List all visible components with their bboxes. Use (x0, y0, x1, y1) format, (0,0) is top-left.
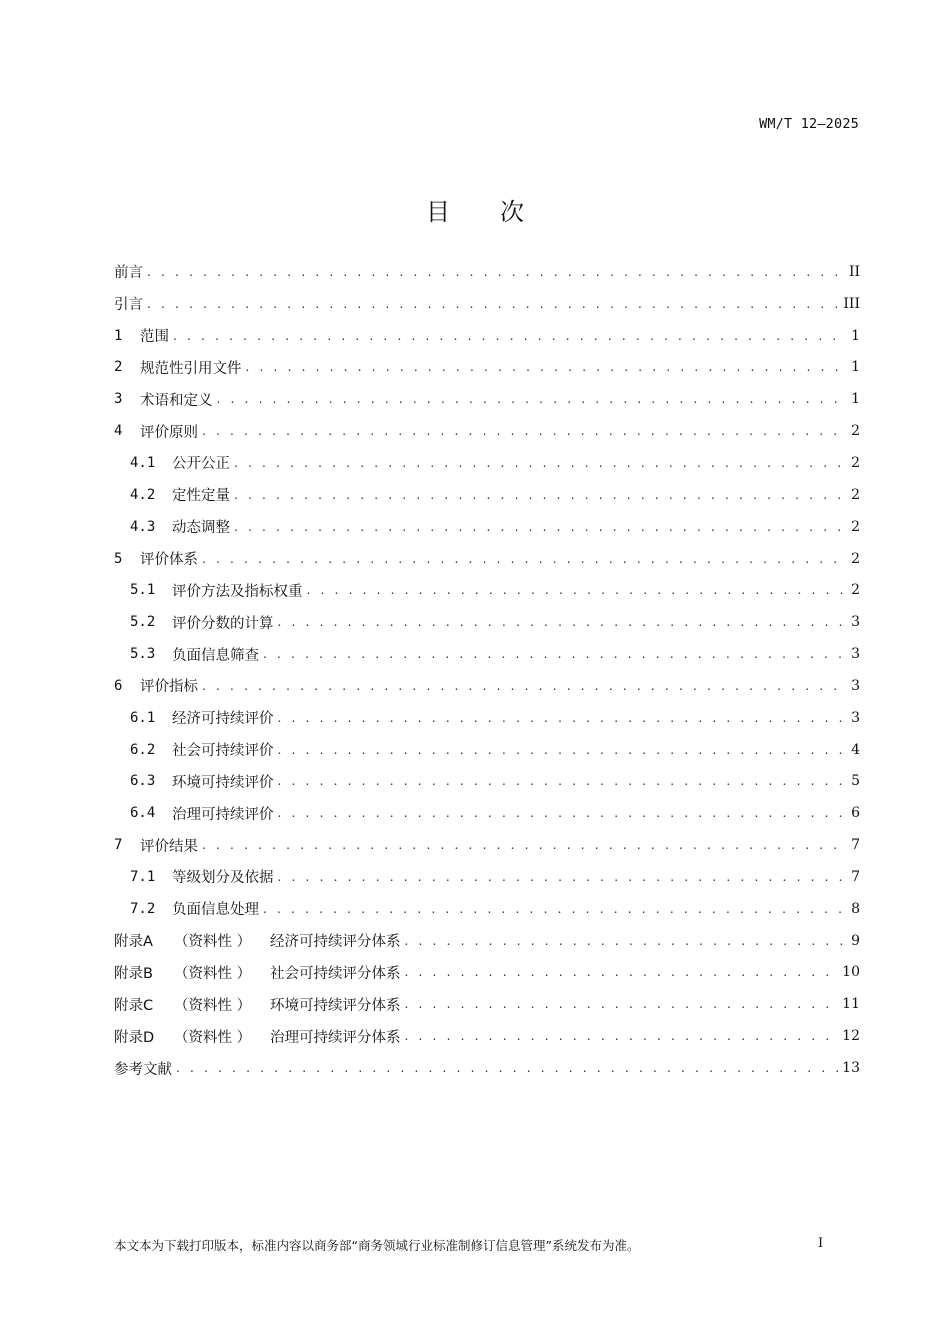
page-number: 13 (842, 1060, 860, 1077)
page-number: 6 (851, 805, 860, 822)
dot-leader (202, 679, 847, 693)
section-number: 3 (114, 391, 123, 408)
page-number: 11 (842, 996, 860, 1013)
page-number: 7 (851, 868, 860, 885)
page-number: 2 (851, 423, 860, 440)
dot-leader (278, 870, 848, 884)
dot-leader (405, 997, 839, 1011)
section-number: 7 (114, 837, 123, 854)
dot-leader (147, 297, 839, 311)
section-title: 评价分数的计算 (172, 615, 274, 632)
dot-leader (278, 774, 848, 788)
section-title: 公开公正 (172, 456, 230, 473)
section-title: 评价指标 (140, 679, 198, 696)
toc-entry[interactable] (114, 256, 860, 288)
standard-code: WM/T 12—2025 (759, 116, 859, 132)
section-title: 经济可持续评分体系 (270, 934, 401, 951)
dot-leader (147, 265, 845, 279)
section-title: 社会可持续评价 (172, 743, 274, 760)
section-number: 6.2 (130, 741, 156, 758)
page-number: II (848, 263, 860, 280)
section-number: 1 (114, 327, 123, 344)
page-number: 12 (842, 1028, 860, 1045)
section-number: 4 (114, 423, 123, 440)
annex-tag: 附录B (114, 965, 153, 982)
page-number: 2 (851, 518, 860, 535)
page-number: 3 (851, 709, 860, 726)
page-number: 2 (851, 582, 860, 599)
dot-leader (405, 1029, 839, 1043)
toc-entry[interactable] (114, 734, 860, 766)
page-number: 8 (851, 900, 860, 917)
dot-leader (202, 552, 847, 566)
section-title: 环境可持续评价 (172, 774, 274, 791)
annex-type: （资料性 ） (174, 934, 252, 951)
section-title: 等级划分及依据 (172, 870, 274, 887)
section-title: 评价体系 (140, 552, 198, 569)
section-title: 术语和定义 (140, 392, 213, 409)
dot-leader (202, 424, 847, 438)
toc-entry[interactable] (114, 925, 860, 957)
footer-note: 本文本为下载打印版本，标准内容以商务部“商务领域行业标准制修订信息管理”系统发布为准。 (114, 1238, 640, 1253)
section-title: 规范性引用文件 (140, 360, 242, 377)
dot-leader (234, 520, 847, 534)
page-number: 3 (851, 614, 860, 631)
page-number: 1 (851, 391, 860, 408)
section-title: 负面信息筛查 (172, 647, 259, 664)
toc-entry[interactable] (114, 1020, 860, 1052)
toc-entry[interactable] (114, 861, 860, 893)
toc-entry[interactable] (114, 893, 860, 925)
section-title: 治理可持续评价 (172, 806, 274, 823)
section-number: 5 (114, 550, 123, 567)
section-title: 评价方法及指标权重 (172, 583, 303, 600)
toc-entry[interactable] (114, 352, 860, 384)
section-title: 经济可持续评价 (172, 711, 274, 728)
dot-leader (278, 743, 848, 757)
toc-entry[interactable] (114, 829, 860, 861)
annex-type: （资料性 ） (174, 997, 252, 1014)
page-title: 目次 (426, 198, 574, 226)
section-title: 动态调整 (172, 520, 230, 537)
toc-entry[interactable] (114, 574, 860, 606)
table-of-contents (114, 256, 860, 1084)
section-number: 6 (114, 677, 123, 694)
page-number: 2 (851, 486, 860, 503)
toc-entry[interactable] (114, 479, 860, 511)
section-number: 4.2 (130, 486, 156, 503)
section-title: 引言 (114, 297, 143, 314)
dot-leader (263, 902, 847, 916)
section-title: 评价结果 (140, 838, 198, 855)
section-title: 评价原则 (140, 424, 198, 441)
footer-page-number: I (818, 1236, 824, 1251)
section-number: 4.3 (130, 518, 156, 535)
toc-entry[interactable] (114, 766, 860, 798)
section-number: 6.4 (130, 805, 156, 822)
toc-entry[interactable] (114, 1052, 860, 1084)
dot-leader (307, 583, 848, 597)
dot-leader (176, 1061, 838, 1075)
section-title: 范围 (140, 329, 169, 346)
page-number: 9 (851, 932, 860, 949)
section-number: 4.1 (130, 454, 156, 471)
section-title: 治理可持续评分体系 (270, 1029, 401, 1046)
section-number: 5.2 (130, 614, 156, 631)
page-number: 1 (851, 327, 860, 344)
section-number: 6.1 (130, 709, 156, 726)
section-number: 6.3 (130, 773, 156, 790)
section-title: 定性定量 (172, 488, 230, 505)
dot-leader (263, 647, 847, 661)
toc-entry[interactable] (114, 670, 860, 702)
toc-entry[interactable] (114, 638, 860, 670)
page-number: 1 (851, 359, 860, 376)
dot-leader (173, 329, 847, 343)
section-number: 7.2 (130, 900, 156, 917)
annex-tag: 附录C (114, 997, 154, 1014)
section-number: 2 (114, 359, 123, 376)
section-number: 5.1 (130, 582, 156, 599)
section-title: 负面信息处理 (172, 902, 259, 919)
page-number: 2 (851, 550, 860, 567)
section-title: 社会可持续评分体系 (270, 965, 401, 982)
dot-leader (405, 934, 848, 948)
toc-entry[interactable] (114, 320, 860, 352)
dot-leader (405, 965, 839, 979)
section-number: 5.3 (130, 646, 156, 663)
toc-entry[interactable] (114, 447, 860, 479)
toc-entry[interactable] (114, 988, 860, 1020)
page-number: III (843, 295, 860, 312)
annex-type: （资料性 ） (174, 965, 252, 982)
section-title: 参考文献 (114, 1061, 172, 1078)
annex-tag: 附录A (114, 934, 153, 951)
page-number: 5 (851, 773, 860, 790)
toc-entry[interactable] (114, 511, 860, 543)
toc-entry[interactable] (114, 543, 860, 575)
dot-leader (234, 456, 847, 470)
dot-leader (234, 488, 847, 502)
section-title: 环境可持续评分体系 (270, 997, 401, 1014)
toc-entry[interactable] (114, 957, 860, 989)
page-number: 4 (851, 741, 860, 758)
dot-leader (278, 806, 848, 820)
dot-leader (202, 838, 847, 852)
section-title: 前言 (114, 265, 143, 282)
page-number: 3 (851, 677, 860, 694)
dot-leader (246, 360, 848, 374)
toc-entry[interactable] (114, 797, 860, 829)
toc-entry[interactable] (114, 383, 860, 415)
annex-type: （资料性 ） (174, 1029, 252, 1046)
dot-leader (217, 392, 848, 406)
page-number: 2 (851, 454, 860, 471)
page-number: 10 (842, 964, 860, 981)
page-number: 3 (851, 646, 860, 663)
dot-leader (278, 615, 848, 629)
annex-tag: 附录D (114, 1029, 155, 1046)
section-number: 7.1 (130, 868, 156, 885)
toc-entry[interactable] (114, 702, 860, 734)
page-number: 7 (851, 837, 860, 854)
toc-entry[interactable] (114, 288, 860, 320)
dot-leader (278, 711, 848, 725)
toc-entry[interactable] (114, 415, 860, 447)
toc-entry[interactable] (114, 606, 860, 638)
